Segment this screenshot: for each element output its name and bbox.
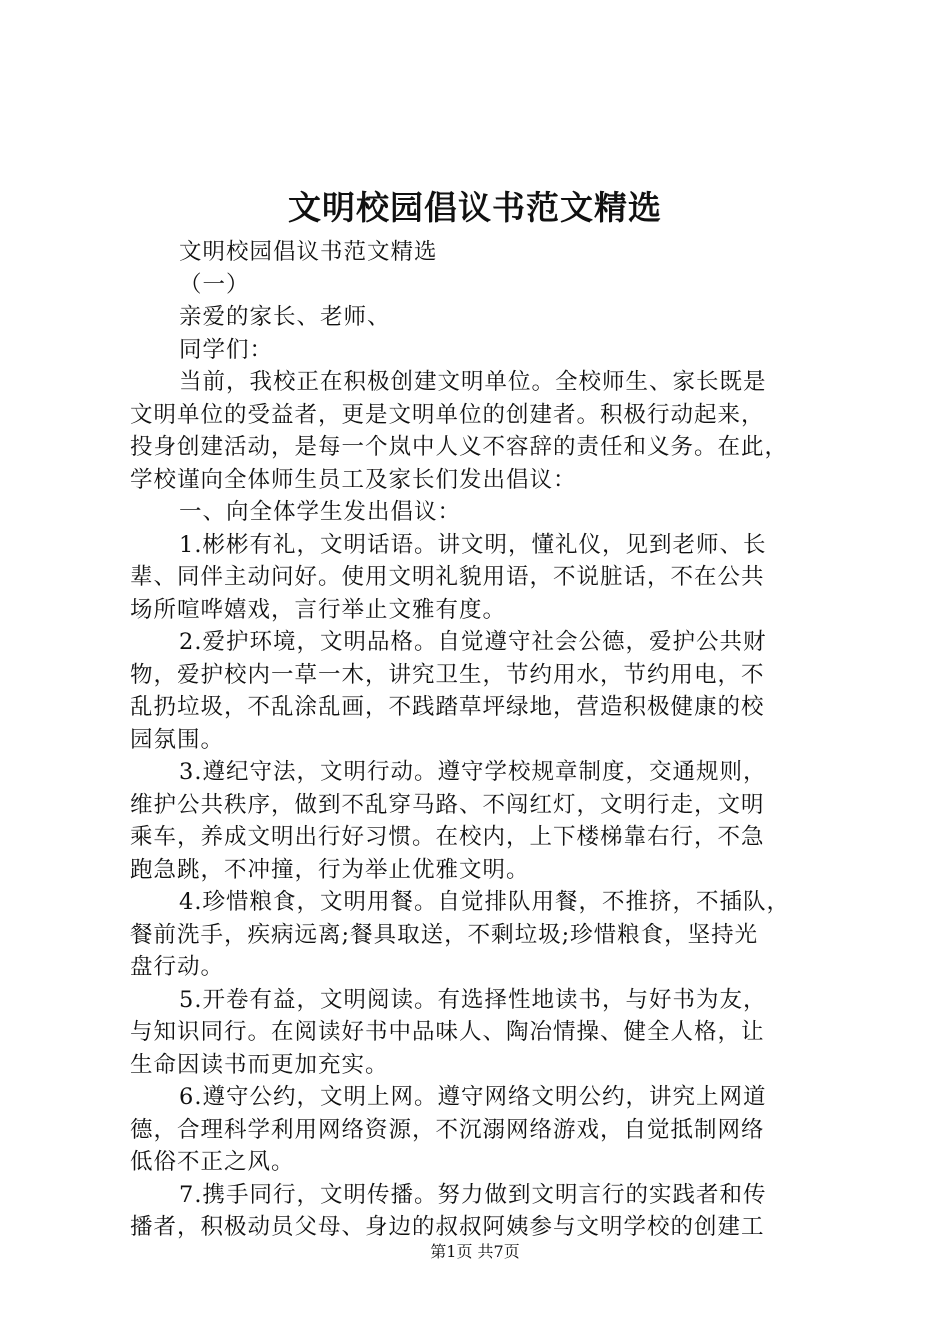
- body-line: 投身创建活动，是每一个岚中人义不容辞的责任和义务。在此，: [130, 434, 789, 460]
- body-line: 3.遵纪守法，文明行动。遵守学校规章制度，交通规则，: [179, 759, 767, 785]
- document-title: 文明校园倡议书范文精选: [288, 188, 662, 227]
- body-line: 文明单位的受益者，更是文明单位的创建者。积极行动起来，: [130, 401, 765, 428]
- page-footer: 第1页 共7页: [430, 1242, 520, 1261]
- body-line: 一、向全体学生发出倡议：: [179, 499, 462, 525]
- body-line: 生命因读书而更加充实。: [130, 1051, 389, 1078]
- body-line: 文明校园倡议书范文精选: [179, 239, 438, 265]
- body-line: 1.彬彬有礼，文明话语。讲文明，懂礼仪，见到老师、长: [179, 531, 767, 558]
- body-line: 乘车，养成文明出行好习惯。在校内，上下楼梯靠右行，不急: [130, 824, 765, 850]
- body-line: 播者，积极动员父母、身边的叔叔阿姨参与文明学校的创建工: [130, 1214, 765, 1240]
- body-line: 6.遵守公约，文明上网。遵守网络文明公约，讲究上网道: [179, 1084, 767, 1110]
- body-line: 5.开卷有益，文明阅读。有选择性地读书，与好书为友，: [179, 986, 767, 1013]
- body-line: 乱扔垃圾，不乱涂乱画，不践踏草坪绿地，营造积极健康的校: [130, 694, 765, 720]
- body-line: 维护公共秩序，做到不乱穿马路、不闯红灯，文明行走，文明: [130, 791, 765, 818]
- body-line: 7.携手同行，文明传播。努力做到文明言行的实践者和传: [179, 1181, 767, 1208]
- body-line: 同学们：: [179, 336, 274, 363]
- body-line: 2.爱护环境，文明品格。自觉遵守社会公德，爱护公共财: [179, 629, 767, 655]
- body-line: 学校谨向全体师生员工及家长们发出倡议：: [130, 466, 577, 493]
- body-line: 德，合理科学利用网络资源，不沉溺网络游戏，自觉抵制网络: [130, 1116, 765, 1143]
- body-line: 跑急跳，不冲撞，行为举止优雅文明。: [130, 856, 530, 883]
- body-line: 亲爱的家长、老师、: [179, 304, 391, 330]
- body-line: 园氛围。: [130, 726, 225, 753]
- body-line: 盘行动。: [130, 954, 225, 980]
- body-line: 与知识同行。在阅读好书中品味人、陶冶情操、健全人格，让: [130, 1019, 765, 1045]
- body-line: 4.珍惜粮食，文明用餐。自觉排队用餐，不推挤，不插队，: [179, 889, 790, 915]
- body-line: 辈、同伴主动问好。使用文明礼貌用语，不说脏话，不在公共: [130, 564, 765, 590]
- body-line: 低俗不正之风。: [130, 1149, 295, 1175]
- body-line: 当前，我校正在积极创建文明单位。全校师生、家长既是: [179, 369, 767, 395]
- body-line: 场所喧哗嬉戏，言行举止文雅有度。: [130, 596, 507, 623]
- body-line: 物，爱护校内一草一木，讲究卫生，节约用水，节约用电，不: [130, 661, 765, 688]
- body-line: 餐前洗手，疾病远离;餐具取送，不剩垃圾;珍惜粮食，坚持光: [130, 921, 759, 948]
- document-body: [130, 236, 835, 1244]
- body-line: （一）: [179, 271, 250, 298]
